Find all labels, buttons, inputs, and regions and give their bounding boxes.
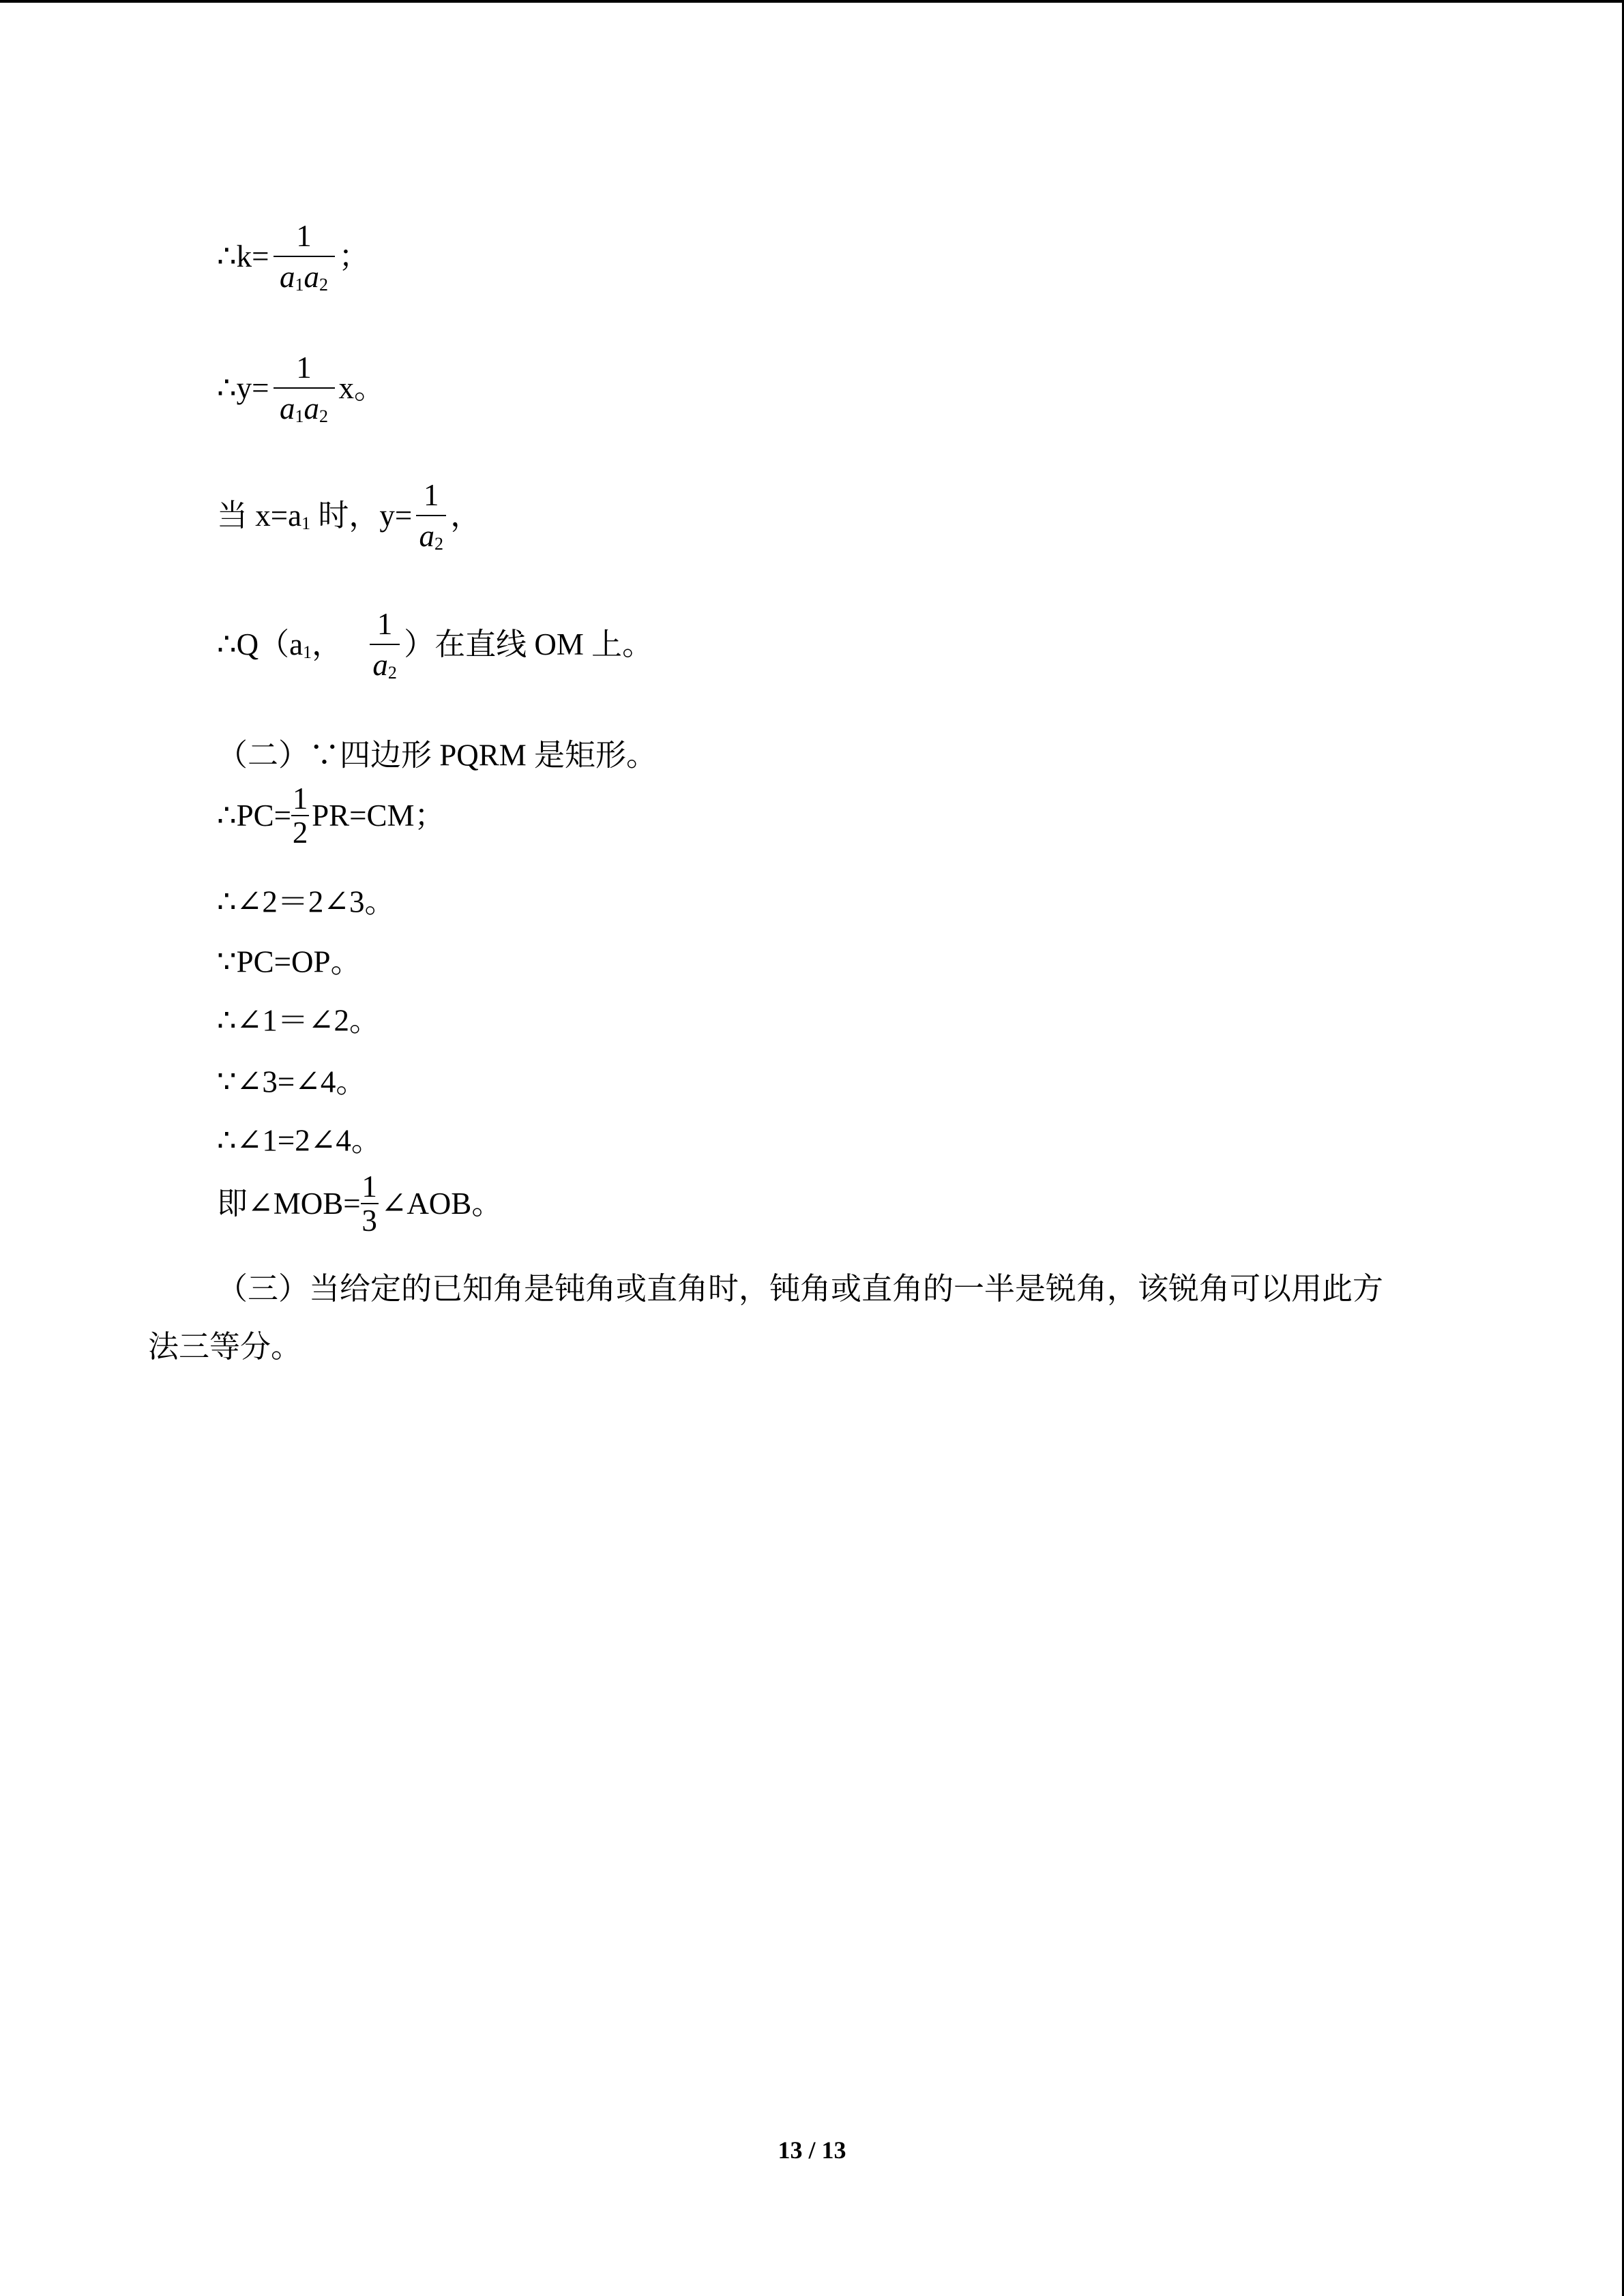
proof-line (217, 1003, 381, 1038)
fraction (274, 348, 335, 428)
denominator: 2 (292, 815, 308, 850)
text: ∴PC= (217, 798, 292, 833)
text: 当 x=a (217, 498, 302, 533)
page-top-border (0, 0, 1624, 3)
text: ∴∠1＝∠2。 (217, 1003, 381, 1038)
fraction (291, 782, 309, 849)
fraction (416, 475, 446, 556)
var: a (280, 391, 295, 426)
equation-k (217, 216, 370, 297)
subscript: 2 (387, 663, 397, 683)
text: 即∠MOB= (217, 1186, 361, 1221)
var: a (304, 391, 320, 426)
proof-line (217, 884, 396, 919)
subscript: 1 (303, 642, 312, 662)
equation-q-on-om (217, 604, 653, 685)
text: ； (338, 239, 370, 273)
numerator: 1 (296, 218, 312, 253)
var: a (304, 259, 320, 294)
text: ）在直线 OM 上。 (404, 627, 653, 661)
denominator (280, 389, 328, 428)
denominator (372, 645, 397, 685)
proof-line (217, 738, 658, 773)
text: ， (312, 627, 343, 661)
text: ∵PC=OP。 (217, 944, 361, 979)
subscript: 1 (295, 406, 304, 426)
denominator (419, 516, 444, 556)
subscript: 2 (319, 406, 329, 426)
proof-line (217, 1064, 367, 1099)
equation-when-x (217, 475, 481, 556)
text: PR=CM； (312, 798, 445, 833)
text: ∵∠3=∠4。 (217, 1064, 367, 1099)
equation-y (217, 348, 385, 428)
numerator: 1 (424, 477, 439, 512)
denominator: 3 (361, 1203, 377, 1238)
text: （二）∵四边形 PQRM 是矩形。 (217, 738, 658, 773)
proof-line (217, 1123, 382, 1158)
paragraph-line: （三）当给定的已知角是钝角或直角时，钝角或直角的一半是锐角，该锐角可以用此方 (217, 1272, 1384, 1306)
text: ∠AOB。 (381, 1186, 503, 1221)
paragraph-line: 法三等分。 (148, 1330, 302, 1364)
var: a (372, 647, 388, 682)
subscript: 1 (295, 275, 304, 295)
proof-line (217, 944, 361, 979)
text: ∴∠2＝2∠3。 (217, 884, 396, 919)
equation-pc (217, 782, 445, 849)
text: 时，y= (310, 498, 413, 533)
denominator (280, 257, 328, 297)
subscript: 2 (319, 275, 329, 295)
var: a (280, 259, 295, 294)
page-number: 13 / 13 (778, 2136, 846, 2164)
text: x。 (338, 370, 385, 405)
numerator: 1 (292, 781, 308, 816)
subscript: 1 (301, 513, 311, 533)
fraction (361, 1170, 379, 1237)
fraction (274, 216, 335, 297)
fraction (370, 604, 400, 685)
text: ∴k= (217, 239, 269, 273)
text: ∴∠1=2∠4。 (217, 1123, 382, 1158)
var: a (419, 518, 434, 553)
text: ∴Q（a (217, 627, 304, 661)
equation-mob (217, 1170, 502, 1237)
text: ∴y= (217, 370, 269, 405)
numerator: 1 (361, 1169, 377, 1204)
numerator: 1 (377, 606, 393, 641)
text: ， (450, 498, 482, 533)
numerator: 1 (296, 350, 312, 385)
subscript: 2 (434, 534, 443, 554)
